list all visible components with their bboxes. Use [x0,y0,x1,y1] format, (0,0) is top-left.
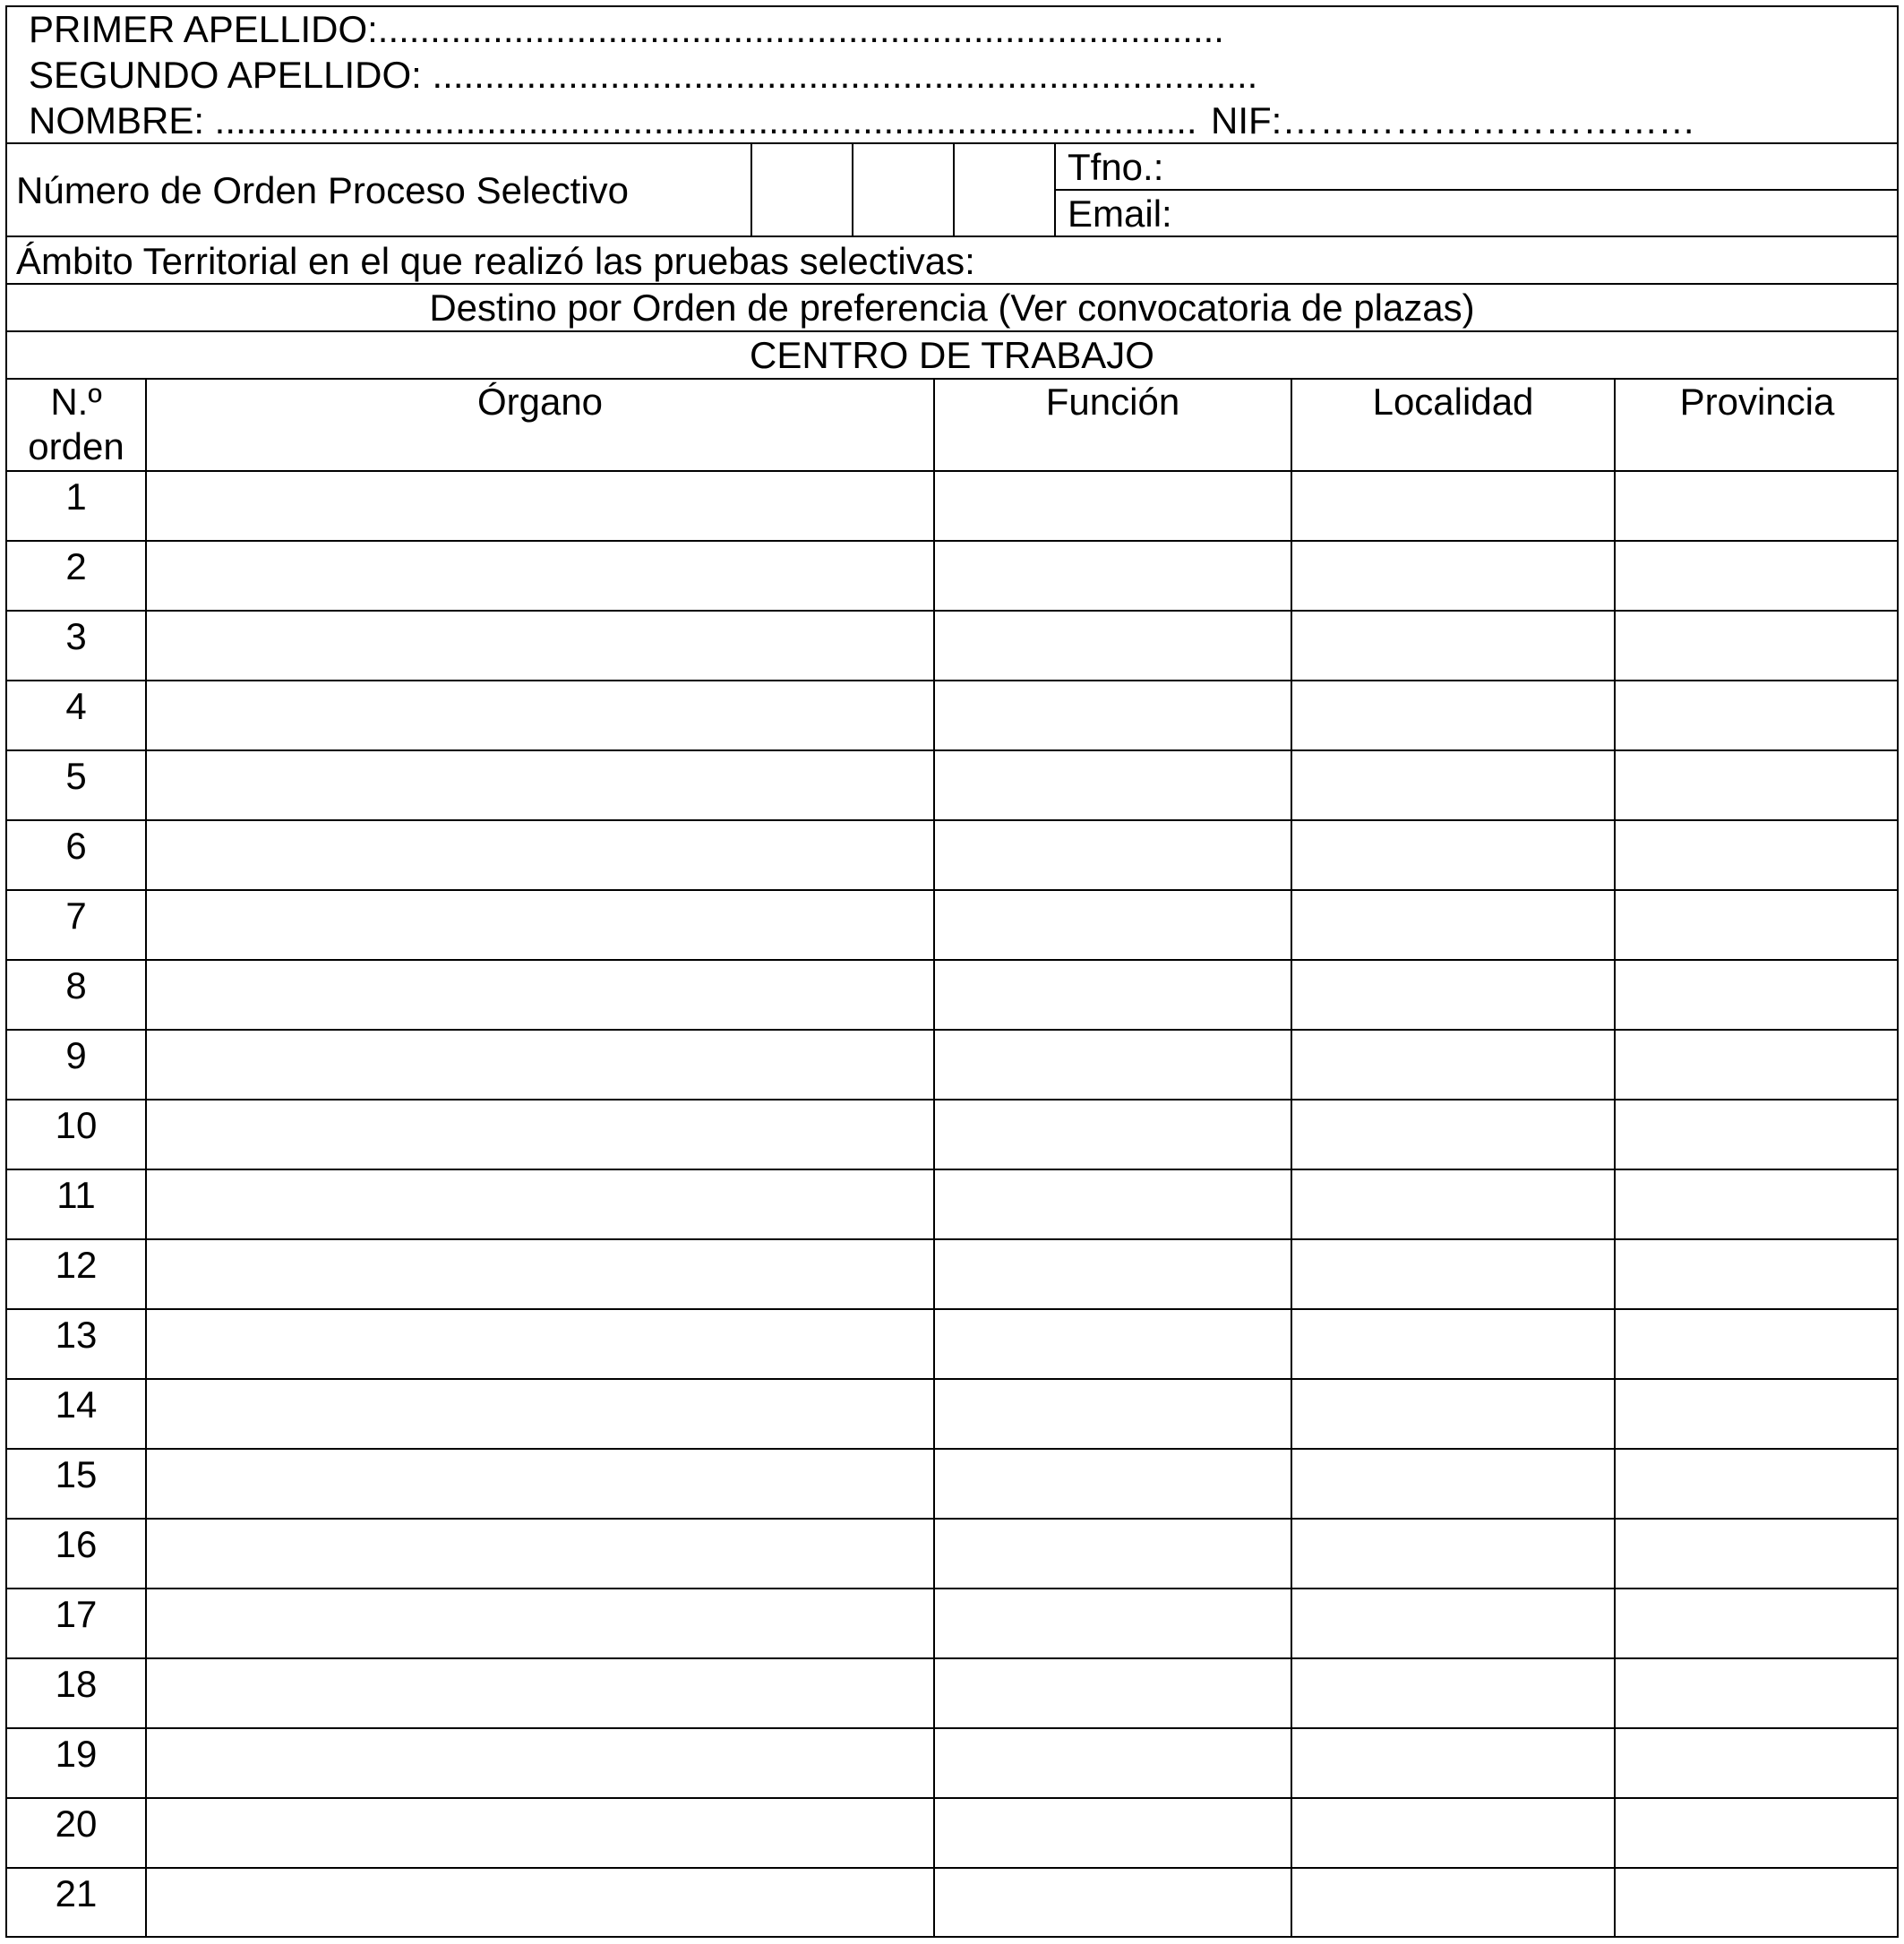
cell-provincia-21[interactable] [1616,1869,1899,1937]
cell-localidad-8[interactable] [1292,961,1614,1029]
ambito-territorial-field[interactable]: Ámbito Territorial en el que realizó las pruebas selectivas: [16,240,975,282]
row-number: 5 [65,755,87,797]
cell-organo-15[interactable] [147,1450,933,1518]
row-number: 20 [55,1803,98,1845]
cell-funcion-1[interactable] [935,472,1291,540]
cell-localidad-16[interactable] [1292,1520,1614,1588]
cell-localidad-18[interactable] [1292,1659,1614,1727]
cell-localidad-20[interactable] [1292,1799,1614,1867]
primer-apellido-field[interactable]: PRIMER APELLIDO:................................................................................. [29,8,1224,50]
cell-organo-17[interactable] [147,1589,933,1657]
cell-funcion-9[interactable] [935,1031,1291,1099]
row-number: 19 [55,1733,98,1775]
cell-provincia-5[interactable] [1616,751,1899,819]
cell-funcion-13[interactable] [935,1310,1291,1378]
cell-organo-16[interactable] [147,1520,933,1588]
col-header-funcion: Función [1045,381,1180,423]
cell-funcion-11[interactable] [935,1170,1291,1238]
cell-funcion-4[interactable] [935,681,1291,749]
row-number: 2 [65,545,87,587]
cell-localidad-14[interactable] [1292,1380,1614,1448]
cell-funcion-6[interactable] [935,821,1291,889]
nif-field[interactable]: NIF:…………………………… [1211,99,1696,141]
destino-heading: Destino por Orden de preferencia (Ver convocatoria de plazas) [429,287,1475,329]
col-header-num-line1: N.º [50,381,102,423]
divider [5,330,1899,332]
cell-organo-1[interactable] [147,472,933,540]
cell-localidad-4[interactable] [1292,681,1614,749]
cell-localidad-12[interactable] [1292,1240,1614,1308]
cell-organo-11[interactable] [147,1170,933,1238]
col-header-provincia: Provincia [1679,381,1835,423]
row-number: 6 [65,825,87,867]
divider [1054,142,1056,237]
cell-funcion-5[interactable] [935,751,1291,819]
cell-organo-5[interactable] [147,751,933,819]
divider [5,236,1899,237]
cell-provincia-13[interactable] [1616,1310,1899,1378]
cell-provincia-7[interactable] [1616,891,1899,959]
cell-provincia-10[interactable] [1616,1100,1899,1169]
cell-organo-9[interactable] [147,1031,933,1099]
cell-provincia-8[interactable] [1616,961,1899,1029]
cell-provincia-3[interactable] [1616,612,1899,680]
orden-digit-box-2[interactable] [853,144,953,236]
row-number: 9 [65,1034,87,1076]
row-number: 14 [55,1383,98,1426]
row-number: 16 [55,1523,98,1565]
cell-funcion-2[interactable] [935,542,1291,610]
cell-funcion-16[interactable] [935,1520,1291,1588]
cell-provincia-18[interactable] [1616,1659,1899,1727]
divider [1055,189,1899,191]
cell-localidad-15[interactable] [1292,1450,1614,1518]
cell-localidad-19[interactable] [1292,1729,1614,1797]
cell-localidad-13[interactable] [1292,1310,1614,1378]
cell-funcion-3[interactable] [935,612,1291,680]
cell-localidad-6[interactable] [1292,821,1614,889]
cell-funcion-21[interactable] [935,1869,1291,1937]
col-header-num [7,380,145,469]
cell-provincia-16[interactable] [1616,1520,1899,1588]
cell-funcion-15[interactable] [935,1450,1291,1518]
cell-funcion-10[interactable] [935,1100,1291,1169]
row-number: 15 [55,1453,98,1495]
cell-organo-2[interactable] [147,542,933,610]
cell-localidad-3[interactable] [1292,612,1614,680]
cell-localidad-11[interactable] [1292,1170,1614,1238]
cell-provincia-1[interactable] [1616,472,1899,540]
row-number: 13 [55,1314,98,1356]
orden-digit-box-3[interactable] [955,144,1054,236]
cell-provincia-20[interactable] [1616,1799,1899,1867]
cell-localidad-21[interactable] [1292,1869,1614,1937]
row-number: 21 [55,1872,98,1914]
tfno-field[interactable]: Tfno.: [1068,146,1164,188]
cell-organo-14[interactable] [147,1380,933,1448]
cell-funcion-7[interactable] [935,891,1291,959]
cell-funcion-17[interactable] [935,1589,1291,1657]
row-number: 8 [65,964,87,1006]
cell-provincia-9[interactable] [1616,1031,1899,1099]
cell-localidad-10[interactable] [1292,1100,1614,1169]
cell-provincia-15[interactable] [1616,1450,1899,1518]
orden-digit-box-1[interactable] [752,144,852,236]
cell-organo-18[interactable] [147,1659,933,1727]
cell-provincia-14[interactable] [1616,1380,1899,1448]
row-number: 1 [65,475,87,518]
cell-localidad-17[interactable] [1292,1589,1614,1657]
row-number: 12 [55,1244,98,1286]
cell-provincia-6[interactable] [1616,821,1899,889]
row-number: 10 [55,1104,98,1146]
row-number: 7 [65,895,87,937]
cell-organo-19[interactable] [147,1729,933,1797]
cell-localidad-9[interactable] [1292,1031,1614,1099]
cell-organo-13[interactable] [147,1310,933,1378]
cell-localidad-5[interactable] [1292,751,1614,819]
cell-funcion-19[interactable] [935,1729,1291,1797]
cell-funcion-20[interactable] [935,1799,1291,1867]
cell-provincia-12[interactable] [1616,1240,1899,1308]
cell-funcion-12[interactable] [935,1240,1291,1308]
cell-provincia-2[interactable] [1616,542,1899,610]
cell-provincia-11[interactable] [1616,1170,1899,1238]
row-number: 11 [56,1174,96,1216]
cell-organo-21[interactable] [147,1869,933,1937]
email-field[interactable]: Email: [1068,193,1172,235]
cell-localidad-7[interactable] [1292,891,1614,959]
cell-funcion-8[interactable] [935,961,1291,1029]
col-header-organo: Órgano [476,381,604,423]
nombre-field[interactable]: NOMBRE: .............................................................................................. [29,99,1197,141]
segundo-apellido-field[interactable]: SEGUNDO APELLIDO: ............................................................................... [29,54,1258,96]
row-number: 3 [65,615,87,657]
cell-organo-7[interactable] [147,891,933,959]
col-header-localidad: Localidad [1372,381,1534,423]
row-number: 17 [55,1593,98,1635]
numero-orden-label: Número de Orden Proceso Selectivo [16,169,629,211]
cell-organo-6[interactable] [147,821,933,889]
cell-funcion-14[interactable] [935,1380,1291,1448]
cell-provincia-17[interactable] [1616,1589,1899,1657]
cell-organo-8[interactable] [147,961,933,1029]
cell-provincia-19[interactable] [1616,1729,1899,1797]
row-number: 18 [55,1663,98,1705]
cell-organo-3[interactable] [147,612,933,680]
cell-localidad-2[interactable] [1292,542,1614,610]
centro-trabajo-heading: CENTRO DE TRABAJO [750,334,1154,376]
cell-organo-4[interactable] [147,681,933,749]
cell-organo-10[interactable] [147,1100,933,1169]
cell-organo-12[interactable] [147,1240,933,1308]
cell-localidad-1[interactable] [1292,472,1614,540]
row-number: 4 [65,685,87,727]
cell-provincia-4[interactable] [1616,681,1899,749]
cell-funcion-18[interactable] [935,1659,1291,1727]
cell-organo-20[interactable] [147,1799,933,1867]
col-header-num-line2: orden [28,425,124,467]
